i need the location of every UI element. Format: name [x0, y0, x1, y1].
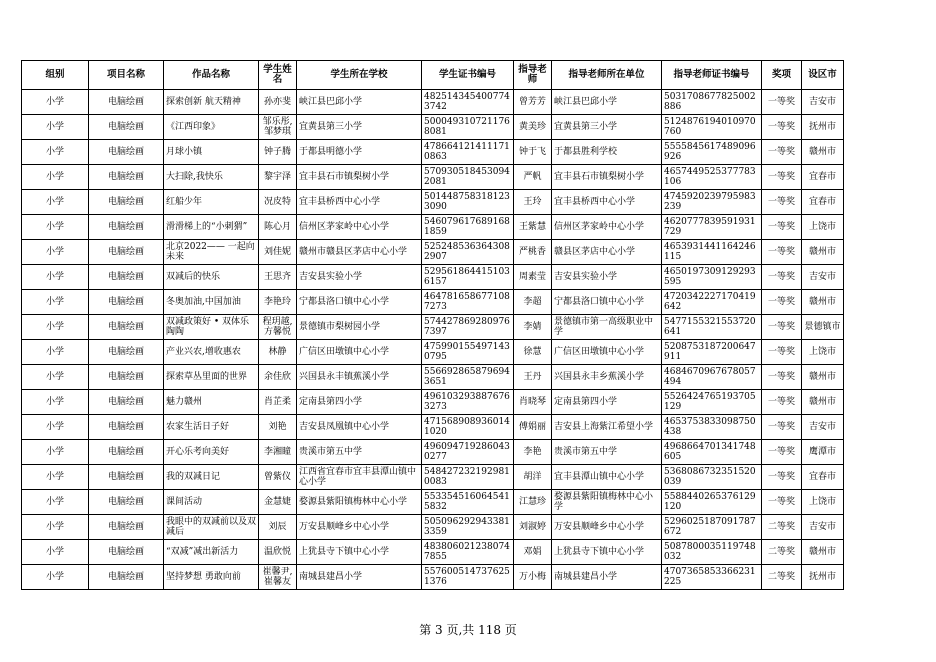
cell-teacher-cert: 4745920239795983239	[662, 190, 762, 215]
cell-student: 邹乐彤,邹梦琪	[259, 115, 297, 140]
cell-project: 电脑绘画	[89, 290, 164, 315]
cell-project: 电脑绘画	[89, 190, 164, 215]
cell-group: 小学	[22, 415, 89, 440]
cell-student: 陈心月	[259, 215, 297, 240]
cell-teacher-cert: 5296025187091787672	[662, 515, 762, 540]
cell-award: 一等奖	[762, 490, 802, 515]
cell-group: 小学	[22, 340, 89, 365]
cell-work: 《江西印象》	[164, 115, 259, 140]
cell-teacher: 邓娟	[514, 540, 552, 565]
table-row	[22, 265, 844, 290]
cell-student-cert: 4961032938876763273	[422, 390, 514, 415]
cell-work: 滑滑梯上的“小刺猬”	[164, 215, 259, 240]
cell-city: 吉安市	[802, 90, 844, 115]
cell-school: 广信区田墩镇中心小学	[297, 340, 422, 365]
cell-teacher: 徐慧	[514, 340, 552, 365]
cell-work: 魅力赣州	[164, 390, 259, 415]
cell-project: 电脑绘画	[89, 265, 164, 290]
cell-student: 刘佳妮	[259, 240, 297, 265]
cell-project: 电脑绘画	[89, 415, 164, 440]
cell-teacher: 江慧珍	[514, 490, 552, 515]
cell-city: 上饶市	[802, 490, 844, 515]
header-student-cert: 学生证书编号	[422, 61, 514, 90]
cell-group: 小学	[22, 90, 89, 115]
cell-student: 李艳玲	[259, 290, 297, 315]
cell-school: 吉安县凤凰镇中心小学	[297, 415, 422, 440]
cell-city: 抚州市	[802, 115, 844, 140]
cell-work: 产业兴农,增收惠农	[164, 340, 259, 365]
cell-city: 赣州市	[802, 140, 844, 165]
cell-work: 开心乐考向美好	[164, 440, 259, 465]
cell-student: 温欣悦	[259, 540, 297, 565]
cell-work: 坚持梦想 勇敢向前	[164, 565, 259, 590]
cell-teacher: 李婧	[514, 315, 552, 340]
cell-school: 信州区茅家岭中心小学	[297, 215, 422, 240]
table-row	[22, 540, 844, 565]
cell-award: 二等奖	[762, 515, 802, 540]
cell-award: 一等奖	[762, 215, 802, 240]
cell-teacher-unit: 赣县区茅店中心小学	[552, 240, 662, 265]
cell-work: 课间活动	[164, 490, 259, 515]
cell-school: 婺源县紫阳镇梅林中心小学	[297, 490, 422, 515]
cell-student-cert: 5252485363643082907	[422, 240, 514, 265]
cell-project: 电脑绘画	[89, 240, 164, 265]
cell-teacher: 肖晓琴	[514, 390, 552, 415]
cell-work: 探索草丛里面的世界	[164, 365, 259, 390]
cell-group: 小学	[22, 465, 89, 490]
cell-project: 电脑绘画	[89, 165, 164, 190]
cell-teacher-unit: 南城县建昌小学	[552, 565, 662, 590]
cell-teacher-cert: 4650197309129293595	[662, 265, 762, 290]
table-row	[22, 315, 844, 340]
cell-teacher-unit: 宜丰县石市镇梨树小学	[552, 165, 662, 190]
cell-teacher-cert: 5124876194010970760	[662, 115, 762, 140]
cell-teacher: 王玲	[514, 190, 552, 215]
cell-teacher-cert: 4657449525377783106	[662, 165, 762, 190]
cell-teacher-cert: 5087800035119748032	[662, 540, 762, 565]
cell-teacher: 李艳	[514, 440, 552, 465]
cell-award: 一等奖	[762, 265, 802, 290]
cell-group: 小学	[22, 140, 89, 165]
cell-student-cert: 5014487583181233090	[422, 190, 514, 215]
header-student: 学生姓名	[259, 61, 297, 90]
table-row	[22, 90, 844, 115]
cell-city: 宜春市	[802, 465, 844, 490]
cell-city: 吉安市	[802, 265, 844, 290]
cell-award: 一等奖	[762, 340, 802, 365]
cell-student-cert: 5709305184530942081	[422, 165, 514, 190]
cell-school: 南城县建昌小学	[297, 565, 422, 590]
cell-work: 冬奥加油,中国加油	[164, 290, 259, 315]
cell-school: 贵溪市第五中学	[297, 440, 422, 465]
cell-group: 小学	[22, 390, 89, 415]
cell-teacher: 傅娟丽	[514, 415, 552, 440]
cell-student: 况皮特	[259, 190, 297, 215]
cell-student: 程玥越,方馨悦	[259, 315, 297, 340]
cell-work: 我的双减日记	[164, 465, 259, 490]
cell-city: 赣州市	[802, 540, 844, 565]
cell-teacher: 刘淑婷	[514, 515, 552, 540]
cell-teacher-cert: 5368086732351520039	[662, 465, 762, 490]
cell-city: 赣州市	[802, 390, 844, 415]
cell-teacher: 曾芳芳	[514, 90, 552, 115]
header-teacher: 指导老师	[514, 61, 552, 90]
cell-student: 李湘瞳	[259, 440, 297, 465]
cell-group: 小学	[22, 290, 89, 315]
cell-award: 一等奖	[762, 315, 802, 340]
cell-work: 探索创新 航天精神	[164, 90, 259, 115]
cell-work: 双减政策好 • 双体乐陶陶	[164, 315, 259, 340]
cell-school: 峡江县巴邱小学	[297, 90, 422, 115]
table-row	[22, 215, 844, 240]
table-row	[22, 365, 844, 390]
cell-teacher: 万小梅	[514, 565, 552, 590]
table-row	[22, 440, 844, 465]
table-row	[22, 515, 844, 540]
cell-student-cert: 4715689089360141020	[422, 415, 514, 440]
header-award: 奖项	[762, 61, 802, 90]
cell-school: 景德镇市梨树园小学	[297, 315, 422, 340]
cell-teacher-cert: 5208753187200647911	[662, 340, 762, 365]
cell-group: 小学	[22, 515, 89, 540]
cell-student-cert: 4759901554971430795	[422, 340, 514, 365]
cell-student-cert: 5050962929433813359	[422, 515, 514, 540]
cell-city: 景德镇市	[802, 315, 844, 340]
cell-teacher-cert: 4720342227170419642	[662, 290, 762, 315]
cell-teacher-cert: 5031708677825002886	[662, 90, 762, 115]
cell-project: 电脑绘画	[89, 515, 164, 540]
cell-student: 王思齐	[259, 265, 297, 290]
header-row	[22, 61, 844, 90]
cell-school: 宜丰县石市镇梨树小学	[297, 165, 422, 190]
cell-student-cert: 5460796176891681859	[422, 215, 514, 240]
cell-award: 一等奖	[762, 90, 802, 115]
table-row	[22, 565, 844, 590]
cell-student: 刘辰	[259, 515, 297, 540]
table-row	[22, 140, 844, 165]
awards-table	[21, 60, 844, 590]
cell-student: 金慧婕	[259, 490, 297, 515]
cell-city: 抚州市	[802, 565, 844, 590]
cell-work: 农家生活日子好	[164, 415, 259, 440]
cell-teacher: 周素莹	[514, 265, 552, 290]
cell-teacher-cert: 5588440265376129120	[662, 490, 762, 515]
cell-school: 赣州市赣县区茅店中心小学	[297, 240, 422, 265]
cell-teacher: 黄美珍	[514, 115, 552, 140]
cell-teacher-unit: 万安县顺峰乡中心小学	[552, 515, 662, 540]
table-body	[22, 90, 844, 590]
cell-award: 二等奖	[762, 540, 802, 565]
cell-teacher-cert: 5555845617489096926	[662, 140, 762, 165]
cell-student: 余佳欣	[259, 365, 297, 390]
cell-teacher-cert: 4968664701341748605	[662, 440, 762, 465]
table-row	[22, 390, 844, 415]
cell-teacher-unit: 宜丰县潭山镇中心小学	[552, 465, 662, 490]
cell-student: 钟子腾	[259, 140, 297, 165]
cell-project: 电脑绘画	[89, 365, 164, 390]
cell-student: 林静	[259, 340, 297, 365]
cell-teacher-unit: 贵溪市第五中学	[552, 440, 662, 465]
cell-award: 一等奖	[762, 165, 802, 190]
cell-group: 小学	[22, 315, 89, 340]
cell-school: 江西省宜春市宜丰县潭山镇中心小学	[297, 465, 422, 490]
cell-student-cert: 5484272321929810083	[422, 465, 514, 490]
cell-project: 电脑绘画	[89, 390, 164, 415]
cell-city: 吉安市	[802, 515, 844, 540]
cell-project: 电脑绘画	[89, 490, 164, 515]
cell-teacher-unit: 上犹县寺下镇中心小学	[552, 540, 662, 565]
cell-student-cert: 4825143454007743742	[422, 90, 514, 115]
cell-group: 小学	[22, 165, 89, 190]
cell-project: 电脑绘画	[89, 115, 164, 140]
cell-school: 上犹县寺下镇中心小学	[297, 540, 422, 565]
cell-student: 刘艳	[259, 415, 297, 440]
cell-student-cert: 5000493107211768081	[422, 115, 514, 140]
cell-work: “双减”减出新活力	[164, 540, 259, 565]
cell-teacher: 严帆	[514, 165, 552, 190]
cell-work: 红船少年	[164, 190, 259, 215]
cell-student-cert: 5533545160645415832	[422, 490, 514, 515]
table-row	[22, 340, 844, 365]
header-school: 学生所在学校	[297, 61, 422, 90]
cell-group: 小学	[22, 565, 89, 590]
cell-award: 二等奖	[762, 565, 802, 590]
cell-teacher-cert: 4707365853366231225	[662, 565, 762, 590]
table-header	[22, 61, 844, 90]
header-project: 项目名称	[89, 61, 164, 90]
cell-city: 赣州市	[802, 290, 844, 315]
table-row	[22, 165, 844, 190]
header-work: 作品名称	[164, 61, 259, 90]
cell-teacher-unit: 兴国县永丰乡蕉溪小学	[552, 365, 662, 390]
cell-teacher-cert: 4653931441164246115	[662, 240, 762, 265]
cell-teacher: 胡洋	[514, 465, 552, 490]
cell-group: 小学	[22, 265, 89, 290]
cell-teacher-unit: 广信区田墩镇中心小学	[552, 340, 662, 365]
cell-school: 吉安县实验小学	[297, 265, 422, 290]
cell-student: 肖芷柔	[259, 390, 297, 415]
header-city: 设区市	[802, 61, 844, 90]
cell-city: 上饶市	[802, 340, 844, 365]
cell-school: 于都县明德小学	[297, 140, 422, 165]
cell-teacher-cert: 4684670967678057494	[662, 365, 762, 390]
header-teacher-cert: 指导老师证书编号	[662, 61, 762, 90]
cell-award: 一等奖	[762, 365, 802, 390]
header-teacher-unit: 指导老师所在单位	[552, 61, 662, 90]
cell-city: 宜春市	[802, 190, 844, 215]
table-row	[22, 240, 844, 265]
cell-group: 小学	[22, 240, 89, 265]
cell-group: 小学	[22, 540, 89, 565]
cell-student-cert: 4786641214111710863	[422, 140, 514, 165]
cell-teacher-unit: 峡江县巴邱小学	[552, 90, 662, 115]
cell-student: 孙亦斐	[259, 90, 297, 115]
cell-city: 宜春市	[802, 165, 844, 190]
cell-teacher: 李超	[514, 290, 552, 315]
cell-work: 大扫除,我快乐	[164, 165, 259, 190]
cell-teacher: 严桃香	[514, 240, 552, 265]
table-row	[22, 490, 844, 515]
table-row	[22, 465, 844, 490]
cell-teacher-unit: 吉安县上海紫江希望小学	[552, 415, 662, 440]
cell-city: 鹰潭市	[802, 440, 844, 465]
cell-work: 我眼中的双减前以及双减后	[164, 515, 259, 540]
cell-award: 一等奖	[762, 115, 802, 140]
cell-student-cert: 5295618644151036157	[422, 265, 514, 290]
cell-school: 定南县第四小学	[297, 390, 422, 415]
cell-school: 宁都县洛口镇中心小学	[297, 290, 422, 315]
cell-project: 电脑绘画	[89, 215, 164, 240]
cell-student: 崔馨尹,崔馨友	[259, 565, 297, 590]
cell-award: 一等奖	[762, 290, 802, 315]
cell-school: 兴国县永丰镇蕉溪小学	[297, 365, 422, 390]
table-row	[22, 190, 844, 215]
cell-student-cert: 5566928658796943651	[422, 365, 514, 390]
cell-city: 上饶市	[802, 215, 844, 240]
cell-teacher-cert: 5477155321553720641	[662, 315, 762, 340]
table-row	[22, 415, 844, 440]
cell-teacher-unit: 信州区茅家岭中心小学	[552, 215, 662, 240]
cell-project: 电脑绘画	[89, 140, 164, 165]
cell-student-cert: 4960947192860430277	[422, 440, 514, 465]
cell-award: 一等奖	[762, 240, 802, 265]
table-row	[22, 290, 844, 315]
cell-group: 小学	[22, 115, 89, 140]
cell-project: 电脑绘画	[89, 90, 164, 115]
cell-award: 一等奖	[762, 190, 802, 215]
cell-teacher-cert: 4653753833098750438	[662, 415, 762, 440]
cell-teacher: 王丹	[514, 365, 552, 390]
cell-award: 一等奖	[762, 140, 802, 165]
cell-student: 曾紫仪	[259, 465, 297, 490]
cell-school: 宜黄县第三小学	[297, 115, 422, 140]
cell-award: 一等奖	[762, 440, 802, 465]
cell-teacher-unit: 宁都县洛口镇中心小学	[552, 290, 662, 315]
cell-teacher-cert: 5526424765193705129	[662, 390, 762, 415]
cell-teacher-cert: 4620777839591931729	[662, 215, 762, 240]
cell-award: 一等奖	[762, 390, 802, 415]
cell-school: 万安县顺峰乡中心小学	[297, 515, 422, 540]
cell-project: 电脑绘画	[89, 465, 164, 490]
cell-group: 小学	[22, 215, 89, 240]
cell-student-cert: 5744278692809767397	[422, 315, 514, 340]
cell-teacher-unit: 宜黄县第三小学	[552, 115, 662, 140]
cell-teacher-unit: 吉安县实验小学	[552, 265, 662, 290]
cell-student: 黎宇泽	[259, 165, 297, 190]
cell-city: 赣州市	[802, 240, 844, 265]
cell-teacher-unit: 于都县胜利学校	[552, 140, 662, 165]
cell-group: 小学	[22, 365, 89, 390]
cell-teacher-unit: 婺源县紫阳镇梅林中心小学	[552, 490, 662, 515]
cell-teacher: 王紫慧	[514, 215, 552, 240]
cell-student-cert: 5576005147376251376	[422, 565, 514, 590]
cell-group: 小学	[22, 490, 89, 515]
cell-group: 小学	[22, 440, 89, 465]
header-group: 组别	[22, 61, 89, 90]
cell-project: 电脑绘画	[89, 340, 164, 365]
cell-project: 电脑绘画	[89, 565, 164, 590]
cell-teacher-unit: 宜丰县桥西中心小学	[552, 190, 662, 215]
cell-city: 赣州市	[802, 365, 844, 390]
cell-student-cert: 4838060212380747855	[422, 540, 514, 565]
cell-project: 电脑绘画	[89, 315, 164, 340]
cell-school: 宜丰县桥西中心小学	[297, 190, 422, 215]
cell-teacher: 钟于飞	[514, 140, 552, 165]
cell-city: 吉安市	[802, 415, 844, 440]
cell-work: 月球小镇	[164, 140, 259, 165]
cell-work: 北京2022—— 一起向未来	[164, 240, 259, 265]
page-footer: 第 3 页,共 118 页	[419, 623, 517, 637]
cell-work: 双减后的快乐	[164, 265, 259, 290]
cell-award: 一等奖	[762, 465, 802, 490]
cell-group: 小学	[22, 190, 89, 215]
cell-project: 电脑绘画	[89, 540, 164, 565]
cell-award: 一等奖	[762, 415, 802, 440]
cell-project: 电脑绘画	[89, 440, 164, 465]
cell-teacher-unit: 定南县第四小学	[552, 390, 662, 415]
cell-teacher-unit: 景德镇市第一高级职业中学	[552, 315, 662, 340]
cell-student-cert: 4647816586771087273	[422, 290, 514, 315]
table-row	[22, 115, 844, 140]
